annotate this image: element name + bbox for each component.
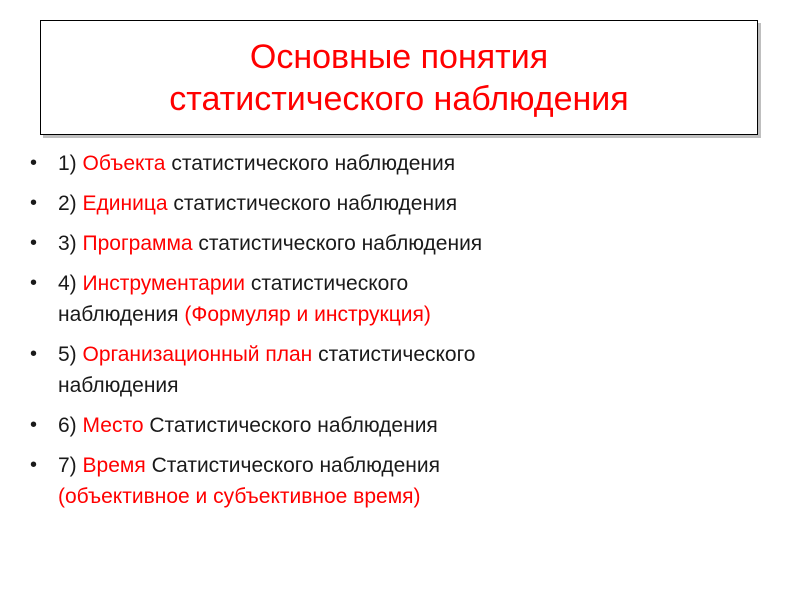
concept-list <box>28 148 768 521</box>
title-line-1: Основные понятия <box>249 37 549 76</box>
bullet-icon: • <box>30 343 38 365</box>
item-continuation: наблюдения <box>58 303 179 326</box>
bullet-icon: • <box>30 192 38 214</box>
item-rest: статистического наблюдения <box>171 152 456 175</box>
item-term: Программа <box>82 232 193 255</box>
item-number: 5) <box>58 343 77 366</box>
item-number: 6) <box>58 414 77 437</box>
item-note: (объективное и субъективное время) <box>58 485 421 508</box>
item-term: Единица <box>82 192 168 215</box>
list-item-4 <box>28 268 768 330</box>
item-note: (Формуляр и инструкция) <box>184 303 431 326</box>
list-item-1 <box>28 148 768 179</box>
title-box <box>40 20 758 135</box>
item-rest: Статистического наблюдения <box>151 454 440 477</box>
list-item-3 <box>28 228 768 259</box>
item-number: 4) <box>58 272 77 295</box>
bullet-icon: • <box>30 232 38 254</box>
list-item-6 <box>28 410 768 441</box>
item-number: 7) <box>58 454 77 477</box>
item-rest: статистического наблюдения <box>198 232 483 255</box>
item-term: Место <box>82 414 144 437</box>
bullet-icon: • <box>30 454 38 476</box>
bullet-icon: • <box>30 152 38 174</box>
list-item-7 <box>28 450 768 512</box>
title-line-2: статистического наблюдения <box>169 79 629 118</box>
bullet-icon: • <box>30 272 38 294</box>
item-term: Объекта <box>82 152 166 175</box>
item-number: 2) <box>58 192 77 215</box>
item-number: 3) <box>58 232 77 255</box>
item-rest: статистического <box>318 343 476 366</box>
item-continuation: наблюдения <box>58 374 179 397</box>
item-rest: статистического наблюдения <box>173 192 458 215</box>
item-term: Организационный план <box>82 343 313 366</box>
item-rest: Статистического наблюдения <box>149 414 438 437</box>
item-term: Время <box>82 454 146 477</box>
item-rest: статистического <box>250 272 409 295</box>
item-number: 1) <box>58 152 77 175</box>
list-item-2 <box>28 188 768 219</box>
item-term: Инструментарии <box>82 272 245 295</box>
bullet-icon: • <box>30 414 38 436</box>
list-item-5 <box>28 339 768 401</box>
